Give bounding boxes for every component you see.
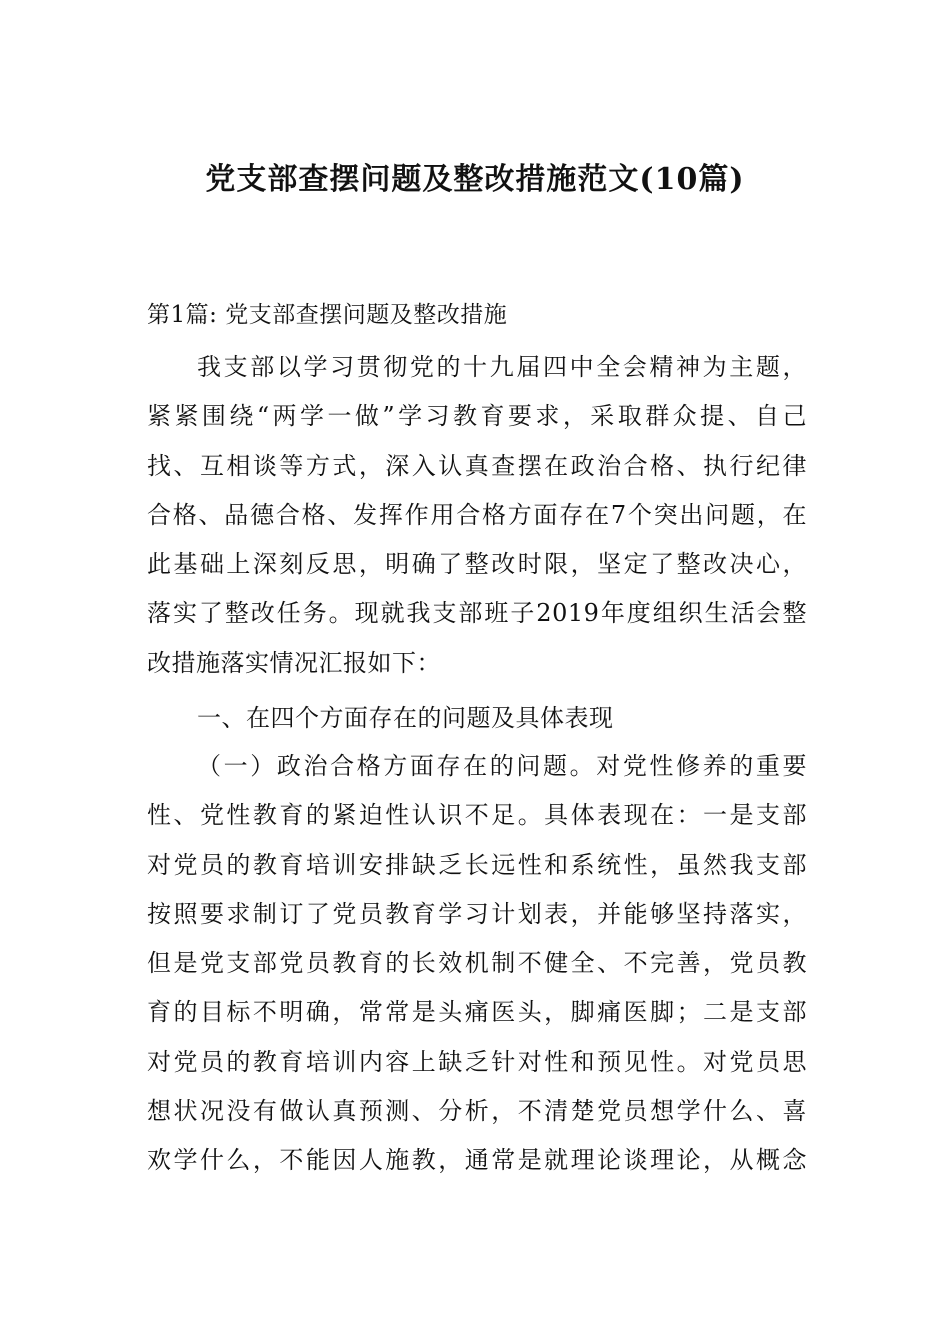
paragraph-line: 我支部以学习贯彻党的十九届四中全会精神为主题， bbox=[197, 353, 807, 381]
paragraph-1 bbox=[147, 343, 807, 688]
paragraph-line: 找、互相谈等方式，深入认真查摆在政治合格、执行纪律 bbox=[147, 451, 807, 480]
paragraph-line: 紧紧围绕“两学一做”学习教育要求，采取群众提、自己 bbox=[147, 402, 807, 431]
paragraph-line: 一、在四个方面存在的问题及具体表现 bbox=[197, 704, 614, 732]
paragraph-3 bbox=[147, 742, 807, 1186]
paragraph-line: 按照要求制订了党员教育学习计划表，并能够坚持落实， bbox=[147, 899, 807, 928]
section-heading: 第1篇: 党支部查摆问题及整改措施 bbox=[147, 302, 508, 328]
paragraph-line: 合格、品德合格、发挥作用合格方面存在7个突出问题，在 bbox=[147, 500, 807, 529]
paragraph-line: 改措施落实情况汇报如下： bbox=[147, 648, 441, 677]
paragraph-line: 性、党性教育的紧迫性认识不足。具体表现在：一是支部 bbox=[147, 801, 807, 830]
paragraph-line: 但是党支部党员教育的长效机制不健全、不完善，党员教 bbox=[147, 949, 807, 978]
paragraph-line: 落实了整改任务。现就我支部班子2019年度组织生活会整 bbox=[147, 599, 807, 628]
paragraph-line: 对党员的教育培训安排缺乏长远性和系统性，虽然我支部 bbox=[147, 850, 807, 879]
paragraph-line: 欢学什么，不能因人施教，通常是就理论谈理论，从概念 bbox=[147, 1146, 807, 1175]
paragraph-line: （一）政治合格方面存在的问题。对党性修养的重要 bbox=[197, 752, 807, 780]
paragraph-line: 此基础上深刻反思，明确了整改时限，坚定了整改决心， bbox=[147, 550, 807, 579]
paragraph-line: 想状况没有做认真预测、分析，不清楚党员想学什么、喜 bbox=[147, 1097, 807, 1126]
document-title: 党支部查摆问题及整改措施范文(10篇) bbox=[205, 162, 745, 197]
paragraph-2 bbox=[147, 694, 807, 743]
paragraph-line: 对党员的教育培训内容上缺乏针对性和预见性。对党员思 bbox=[147, 1047, 807, 1076]
paragraph-line: 育的目标不明确，常常是头痛医头，脚痛医脚；二是支部 bbox=[147, 998, 807, 1027]
